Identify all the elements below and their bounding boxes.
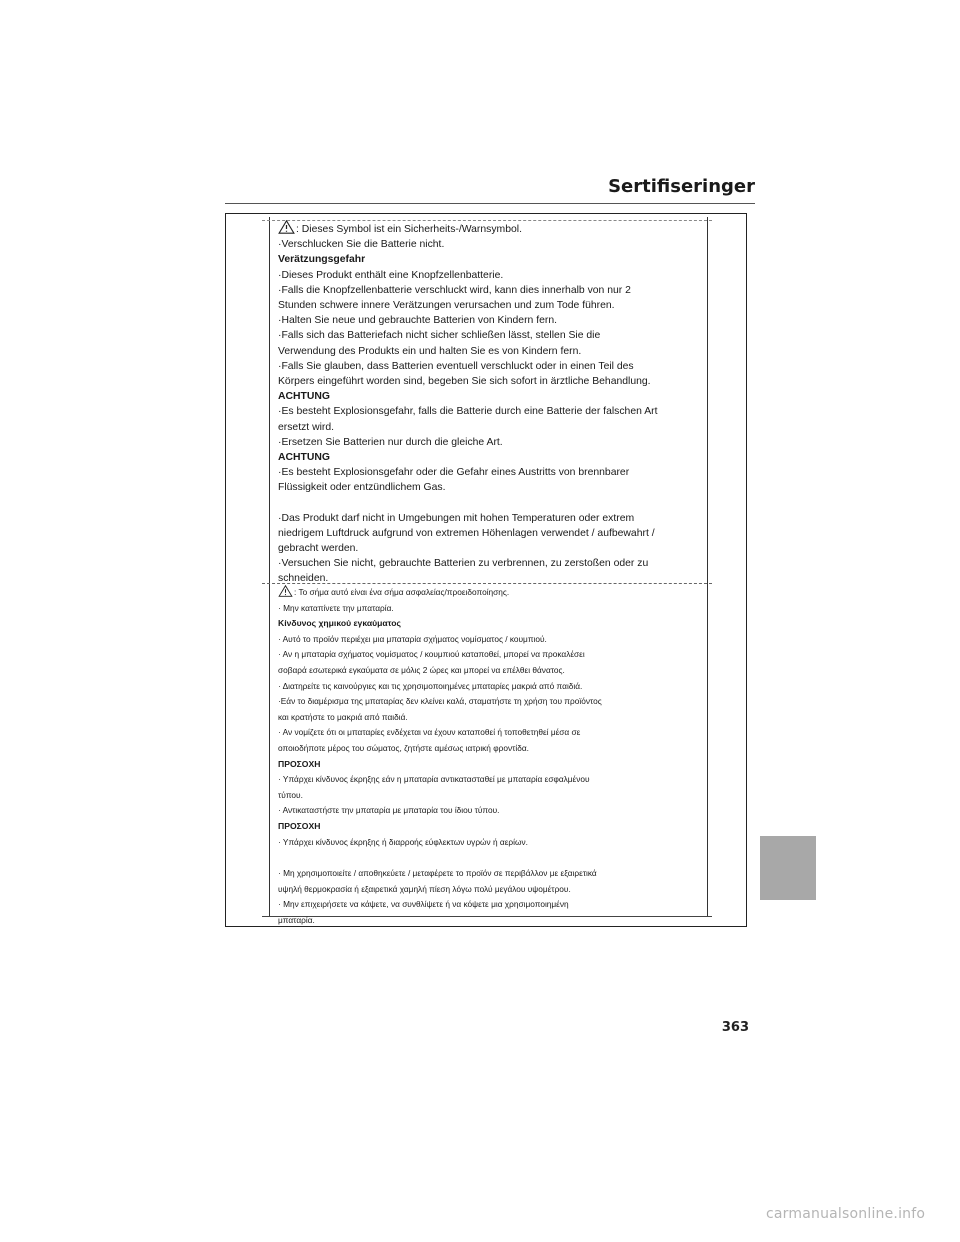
- text-line: [278, 313, 698, 328]
- line-text: ·Es besteht Explosionsgefahr, falls die Batterie durch eine Batterie der falschen Art: [278, 406, 658, 418]
- line-text: μπαταρία.: [278, 914, 315, 925]
- paragraph-gap: [278, 496, 698, 511]
- line-text: ·Verschlucken Sie die Batterie nicht.: [278, 239, 445, 251]
- line-text: · Υπάρχει κίνδυνος έκρηξης ή διαρροής εύφλεκτων υγρών ή αερίων.: [278, 836, 528, 847]
- line-text: · Αντικαταστήστε την μπαταρία με μπαταρία του ίδιου τύπου.: [278, 805, 500, 816]
- line-text: ·Das Produkt darf nicht in Umgebungen mit hohen Temperaturen oder extrem: [278, 512, 635, 524]
- warning-heading: [278, 757, 698, 773]
- line-text: οποιοδήποτε μέρος του σώματος, ζητήστε αμέσως ιατρική φροντίδα.: [278, 742, 529, 753]
- line-text: ·Falls sich das Batteriefach nicht sicher schließen lässt, stellen Sie die: [278, 330, 601, 342]
- warning-heading: [278, 819, 698, 835]
- text-line: [278, 882, 698, 898]
- line-text: και κρατήστε το μακριά από παιδιά.: [278, 711, 408, 722]
- text-line: [278, 465, 698, 480]
- line-text: · Αυτό το προϊόν περιέχει μια μπαταρία σχήματος νομίσματος / κουμπιού.: [278, 633, 547, 644]
- line-text: · Μην καταπίνετε την μπαταρία.: [278, 602, 394, 613]
- header-divider: [225, 203, 755, 204]
- line-text: Κίνδυνος χημικού εγκαύματος: [278, 618, 401, 629]
- text-line: [278, 328, 698, 343]
- line-text: : Dieses Symbol ist ein Sicherheits-/Warnsymbol.: [296, 224, 522, 235]
- warning-heading: [278, 389, 698, 404]
- text-line: [278, 344, 698, 359]
- text-line: [278, 541, 698, 556]
- text-line: [278, 526, 698, 541]
- text-line: [278, 866, 698, 882]
- text-line: [278, 601, 698, 617]
- line-text: ΠΡΟΣΟΧΗ: [278, 820, 321, 831]
- text-line: [278, 359, 698, 374]
- line-text: · Αν η μπαταρία σχήματος νομίσματος / κουμπιού καταποθεί, μπορεί να προκαλέσει: [278, 649, 585, 660]
- line-text: : Το σήμα αυτό είναι ένα σήμα ασφαλείας/προειδοποίησης.: [294, 587, 510, 597]
- line-text: ΠΡΟΣΟΧΗ: [278, 758, 321, 769]
- line-text: · Διατηρείτε τις καινούργιες και τις χρησιμοποιημένες μπαταρίες μακριά από παιδιά.: [278, 680, 583, 691]
- line-text: · Μην επιχειρήσετε να κάψετε, να συνθλίψετε ή να κόψετε μια χρησιμοποιημένη: [278, 899, 569, 910]
- text-line: [278, 420, 698, 435]
- line-text: · Μη χρησιμοποιείτε / αποθηκεύετε / μεταφέρετε το προϊόν σε περιβάλλον με εξαιρετικά: [278, 868, 597, 879]
- line-text: ·Dieses Produkt enthält eine Knopfzellenbatterie.: [278, 269, 504, 281]
- line-text: ersetzt wird.: [278, 421, 335, 433]
- line-text: ·Ersetzen Sie Batterien nur durch die gleiche Art.: [278, 436, 503, 448]
- line-text: τύπου.: [278, 789, 303, 800]
- text-line: [278, 803, 698, 819]
- text-line: [278, 374, 698, 389]
- line-text: Körpers eingeführt worden sind, begeben Sie sich sofort in ärztliche Behandlung.: [278, 376, 651, 388]
- line-text: ·Falls Sie glauben, dass Batterien eventuell verschluckt oder in einen Teil des: [278, 360, 634, 372]
- line-text: schneiden.: [278, 573, 329, 585]
- chapter-tab: [760, 836, 816, 900]
- text-line: [278, 585, 698, 601]
- text-line: [278, 897, 698, 913]
- line-text: Stunden schwere innere Verätzungen verursachen und zum Tode führen.: [278, 300, 615, 312]
- line-text: · Υπάρχει κίνδυνος έκρηξης εάν η μπαταρία αντικατασταθεί με μπαταρία εσφαλμένου: [278, 774, 590, 785]
- line-text: niedrigem Luftdruck aufgrund von extremen Höhenlagen verwendet / aufbewahrt /: [278, 527, 655, 539]
- text-line: [278, 710, 698, 726]
- text-line: [278, 788, 698, 804]
- text-line: [278, 835, 698, 851]
- line-text: υψηλή θερμοκρασία ή εξαιρετικά χαμηλή πίεση λόγω πολύ μεγάλου υψομέτρου.: [278, 883, 571, 894]
- warning-heading: [278, 450, 698, 465]
- line-text: σοβαρά εσωτερικά εγκαύματα σε μόλις 2 ώρες και μπορεί να επέλθει θάνατος.: [278, 664, 565, 675]
- line-text: ACHTUNG: [278, 452, 330, 464]
- line-text: ACHTUNG: [278, 391, 330, 403]
- line-text: ·Falls die Knopfzellenbatterie verschluckt wird, kann dies innerhalb von nur 2: [278, 284, 631, 296]
- greek-warning-text: [278, 585, 698, 928]
- warning-triangle-icon: [278, 220, 295, 234]
- text-line: [278, 632, 698, 648]
- watermark: carmanualsonline.info: [766, 1206, 926, 1222]
- paragraph-gap: [278, 850, 698, 866]
- text-line: [278, 220, 698, 237]
- text-line: [278, 772, 698, 788]
- line-text: Verwendung des Produkts ein und halten Sie es von Kindern fern.: [278, 345, 582, 357]
- warning-heading: [278, 252, 698, 267]
- text-line: [278, 741, 698, 757]
- line-text: ·Versuchen Sie nicht, gebrauchte Batterien zu verbrennen, zu zerstoßen oder zu: [278, 558, 649, 570]
- text-line: [278, 725, 698, 741]
- text-line: [278, 663, 698, 679]
- line-text: Verätzungsgefahr: [278, 254, 366, 266]
- warning-heading: [278, 616, 698, 632]
- text-line: [278, 435, 698, 450]
- text-line: [278, 511, 698, 526]
- text-line: [278, 237, 698, 252]
- text-line: [278, 268, 698, 283]
- line-text: Flüssigkeit oder entzündlichem Gas.: [278, 482, 446, 494]
- text-line: [278, 694, 698, 710]
- section-title: Sertifiseringer: [608, 176, 755, 197]
- text-line: [278, 913, 698, 929]
- text-line: [278, 679, 698, 695]
- warning-triangle-icon: [278, 585, 293, 597]
- text-line: [278, 283, 698, 298]
- line-text: · Αν νομίζετε ότι οι μπαταρίες ενδέχεται να έχουν καταποθεί ή τοποθετηθεί μέσα σε: [278, 727, 581, 738]
- text-line: [278, 298, 698, 313]
- page-number: 363: [721, 1020, 749, 1035]
- text-line: [278, 480, 698, 495]
- line-text: gebracht werden.: [278, 543, 359, 555]
- line-text: ·Εάν το διαμέρισμα της μπαταρίας δεν κλείνει καλά, σταματήστε τη χρήση του προϊόντος: [278, 696, 602, 707]
- text-line: [278, 404, 698, 419]
- german-warning-text: [278, 220, 698, 587]
- text-line: [278, 556, 698, 571]
- line-text: ·Halten Sie neue und gebrauchte Batterien von Kindern fern.: [278, 315, 557, 327]
- line-text: ·Es besteht Explosionsgefahr oder die Gefahr eines Austritts von brennbarer: [278, 467, 630, 479]
- text-line: [278, 647, 698, 663]
